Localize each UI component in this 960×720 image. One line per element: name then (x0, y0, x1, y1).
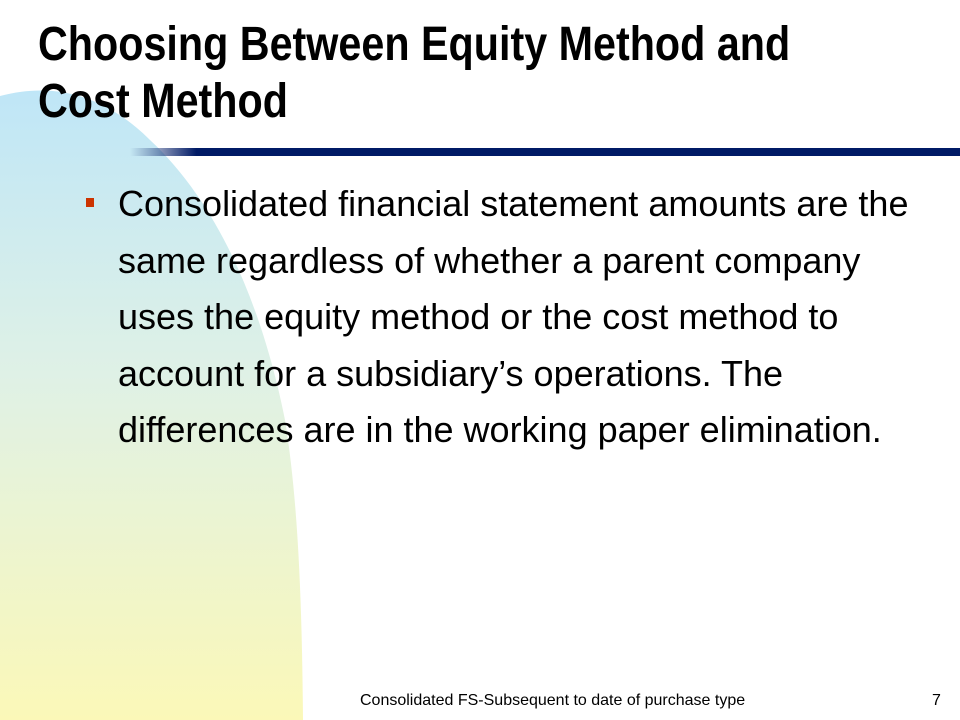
page-number: 7 (932, 692, 941, 709)
title-underline-rule (130, 148, 960, 156)
bullet-text: Consolidated financial statement amounts are the same regardless of whether a parent company uses the equity method or the cost method to account for a subsidiary’s operations. The differences are in the working paper elimination. (118, 183, 909, 450)
slide-title: Choosing Between Equity Method and Cost Method (38, 18, 791, 128)
slide-footer: Consolidated FS-Subsequent to date of purchase type (360, 692, 746, 709)
square-bullet-icon (86, 198, 94, 207)
